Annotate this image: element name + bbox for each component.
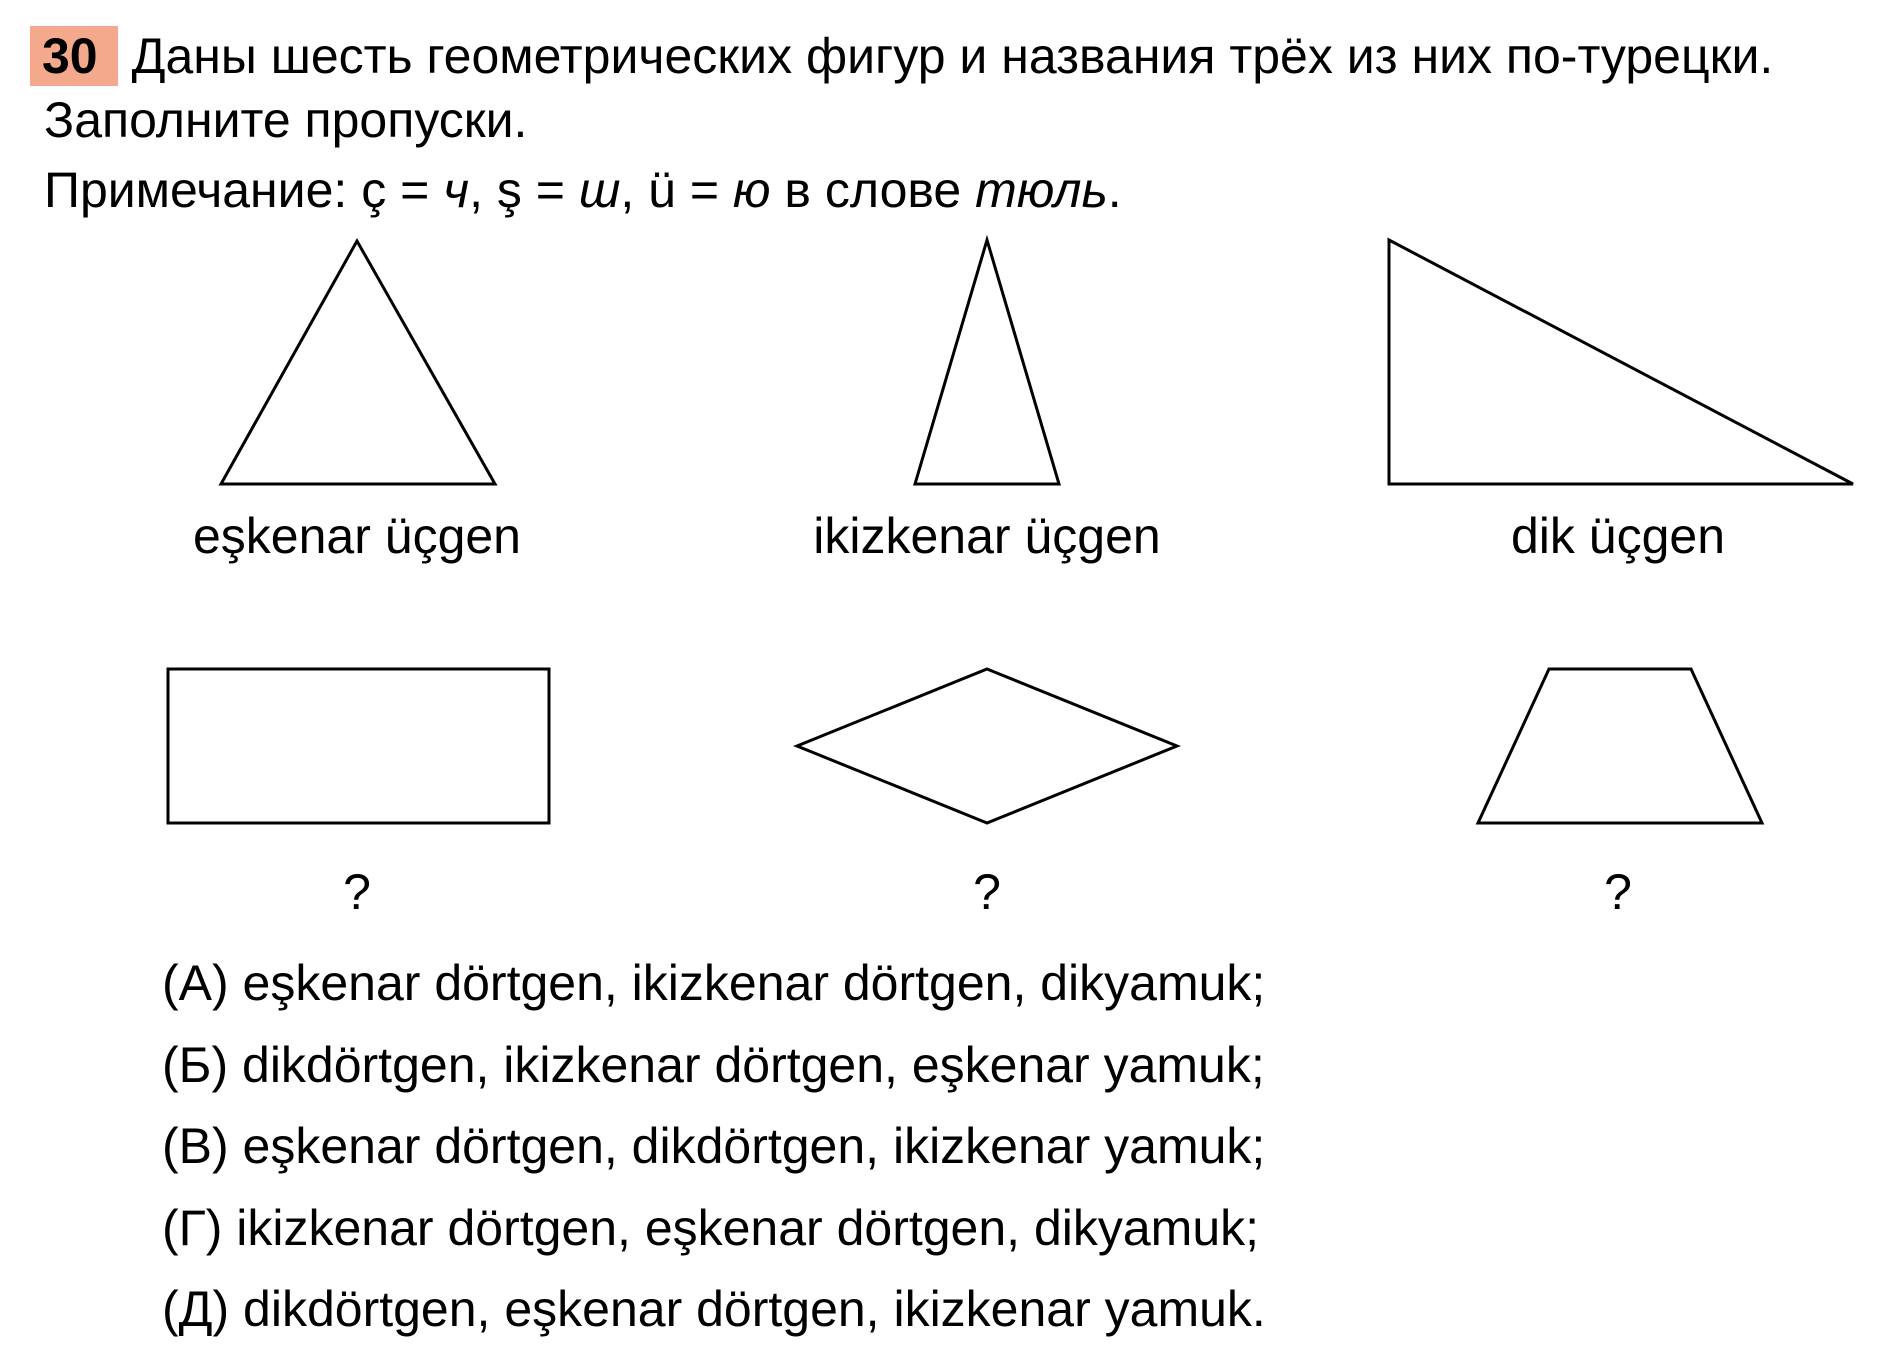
right-triangle bbox=[1389, 240, 1853, 484]
answer-option-d[interactable]: (Д) dikdörtgen, eşkenar dörtgen, ikizkenar yamuk. bbox=[162, 1281, 1266, 1337]
note-c-letter: ч bbox=[443, 162, 470, 218]
label-rhombus-unknown: ? bbox=[973, 864, 1001, 920]
note-sep1: , ş = bbox=[469, 162, 579, 218]
label-trapezoid-unknown: ? bbox=[1604, 864, 1632, 920]
note-s-letter: ш bbox=[578, 162, 621, 218]
note-middle: в слове bbox=[770, 162, 976, 218]
question-text-line-2: Заполните пропуски. bbox=[44, 92, 528, 148]
rhombus-figure bbox=[797, 669, 1177, 823]
answer-option-v[interactable]: (В) eşkenar dörtgen, dikdörtgen, ikizkenar yamuk; bbox=[162, 1118, 1266, 1174]
answer-option-b[interactable]: (Б) dikdörtgen, ikizkenar dörtgen, eşkenar yamuk; bbox=[162, 1036, 1265, 1093]
equilateral-triangle bbox=[221, 241, 495, 484]
label-rectangle-unknown: ? bbox=[343, 864, 371, 920]
label-isosceles-triangle: ikizkenar üçgen bbox=[813, 508, 1161, 564]
answer-option-g[interactable]: (Г) ikizkenar dörtgen, eşkenar dörtgen, dikyamuk; bbox=[162, 1199, 1260, 1256]
note-end: . bbox=[1107, 162, 1122, 218]
note-word: тюль bbox=[975, 162, 1108, 218]
label-equilateral-triangle: eşkenar üçgen bbox=[192, 508, 521, 564]
note-u-letter: ю bbox=[732, 162, 771, 218]
note-sep2: , ü = bbox=[620, 162, 733, 218]
question-text-line-1: Даны шесть геометрических фигур и названия трёх из них по-турецки. bbox=[131, 28, 1774, 84]
note-prefix: Примечание: ç = bbox=[44, 162, 444, 218]
label-right-triangle: dik üçgen bbox=[1510, 508, 1726, 564]
answer-options bbox=[162, 943, 1266, 1351]
isosceles-triangle bbox=[915, 240, 1059, 484]
question-number-badge: 30 bbox=[30, 26, 118, 86]
trapezoid-figure bbox=[1478, 669, 1762, 823]
rectangle-figure bbox=[168, 669, 549, 823]
answer-option-a[interactable]: (А) eşkenar dörtgen, ikizkenar dörtgen, dikyamuk; bbox=[162, 955, 1266, 1011]
